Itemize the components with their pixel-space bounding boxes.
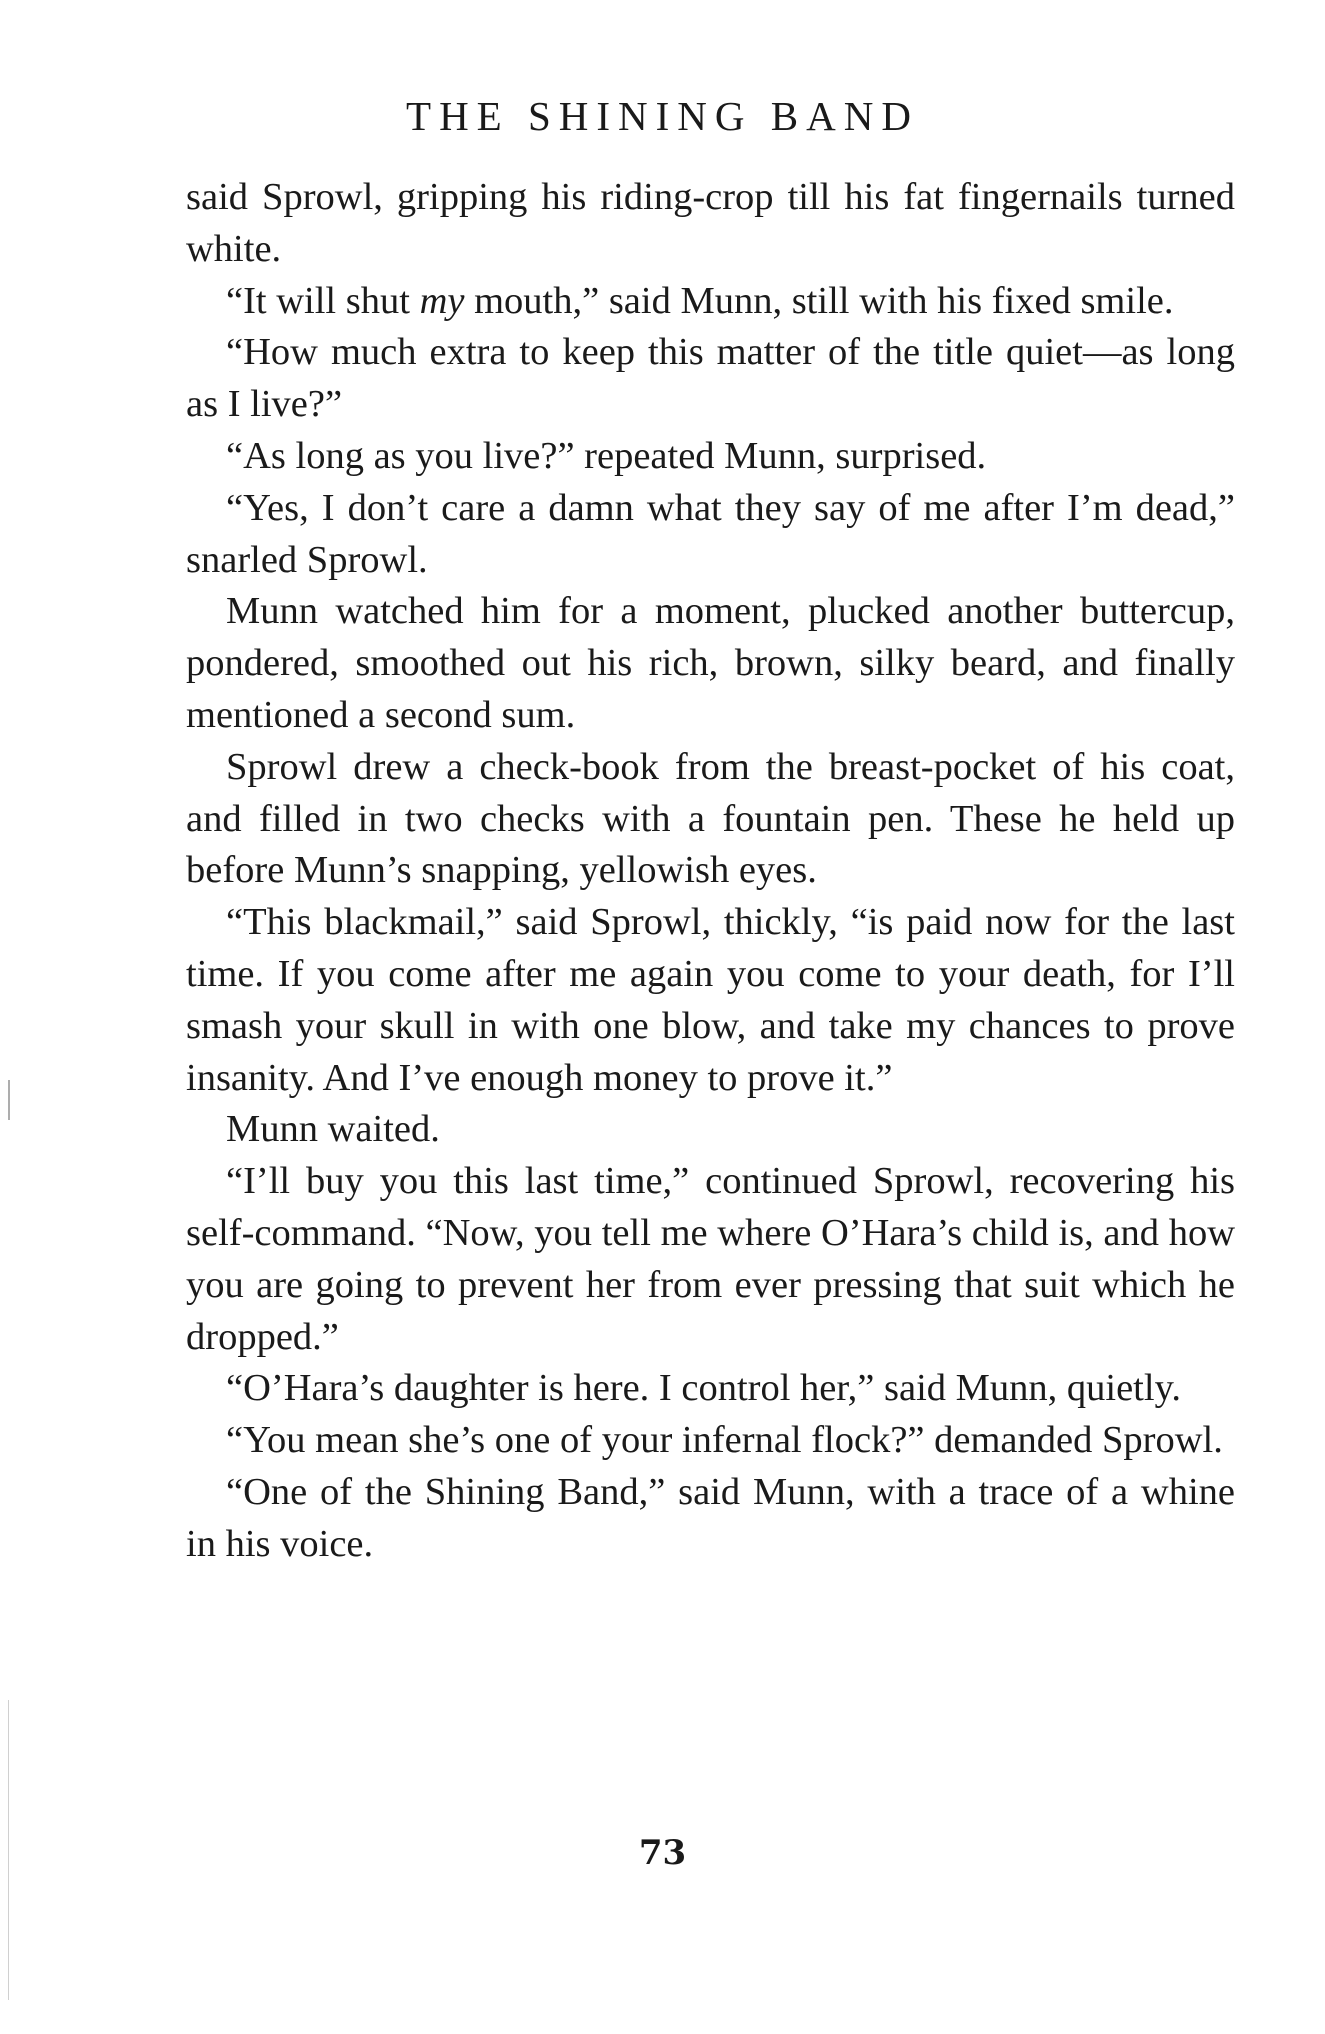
paragraph: “I’ll buy you this last time,” continued Sprowl, recovering his self-command. “Now, you tell me where O’Hara’s child is, and how you are going to prevent her from ever pressing that suit which he dropped.” <box>186 1160 1235 1358</box>
paragraph: “It will shut my mouth,” said Munn, still with his fixed smile. <box>226 279 1174 322</box>
page-number: 73 <box>638 1833 687 1873</box>
running-head: THE SHINING BAND <box>406 93 919 139</box>
paragraph: Sprowl drew a check-book from the breast-pocket of his coat, and filled in two checks with a fountain pen. These he held up before Munn’s snapping, yellowish eyes. <box>186 745 1235 892</box>
paragraph: Munn watched him for a moment, plucked another buttercup, pondered, smoothed out his rich, brown, silky beard, and finally mentioned a second sum. <box>186 590 1235 736</box>
paragraph: “You mean she’s one of your infernal flock?” demanded Sprowl. <box>226 1419 1223 1462</box>
paragraph: “This blackmail,” said Sprowl, thickly, “is paid now for the last time. If you come after me again you come to your death, for I’ll smash your skull in with one blow, and take my chances to prove insanity. And I’ve enough money to prove it.” <box>186 901 1235 1099</box>
emphasis: my <box>419 279 465 322</box>
paragraph: “One of the Shining Band,” said Munn, with a trace of a whine in his voice. <box>186 1470 1235 1565</box>
scan-edge-mark <box>8 1700 9 2000</box>
paragraph: Munn waited. <box>226 1108 440 1151</box>
paragraph: “As long as you live?” repeated Munn, surprised. <box>226 434 987 477</box>
paragraph: “How much extra to keep this matter of the title quiet—as long as I live?” <box>186 331 1235 426</box>
scan-edge-mark <box>8 1080 10 1120</box>
paragraph: said Sprowl, gripping his riding-crop till his fat fingernails turned white. <box>186 176 1235 270</box>
paragraph: “Yes, I don’t care a damn what they say of me after I’m dead,” snarled Sprowl. <box>186 486 1235 581</box>
paragraph: “O’Hara’s daughter is here. I control her,” said Munn, quietly. <box>226 1367 1181 1410</box>
body-text <box>186 172 1235 1571</box>
